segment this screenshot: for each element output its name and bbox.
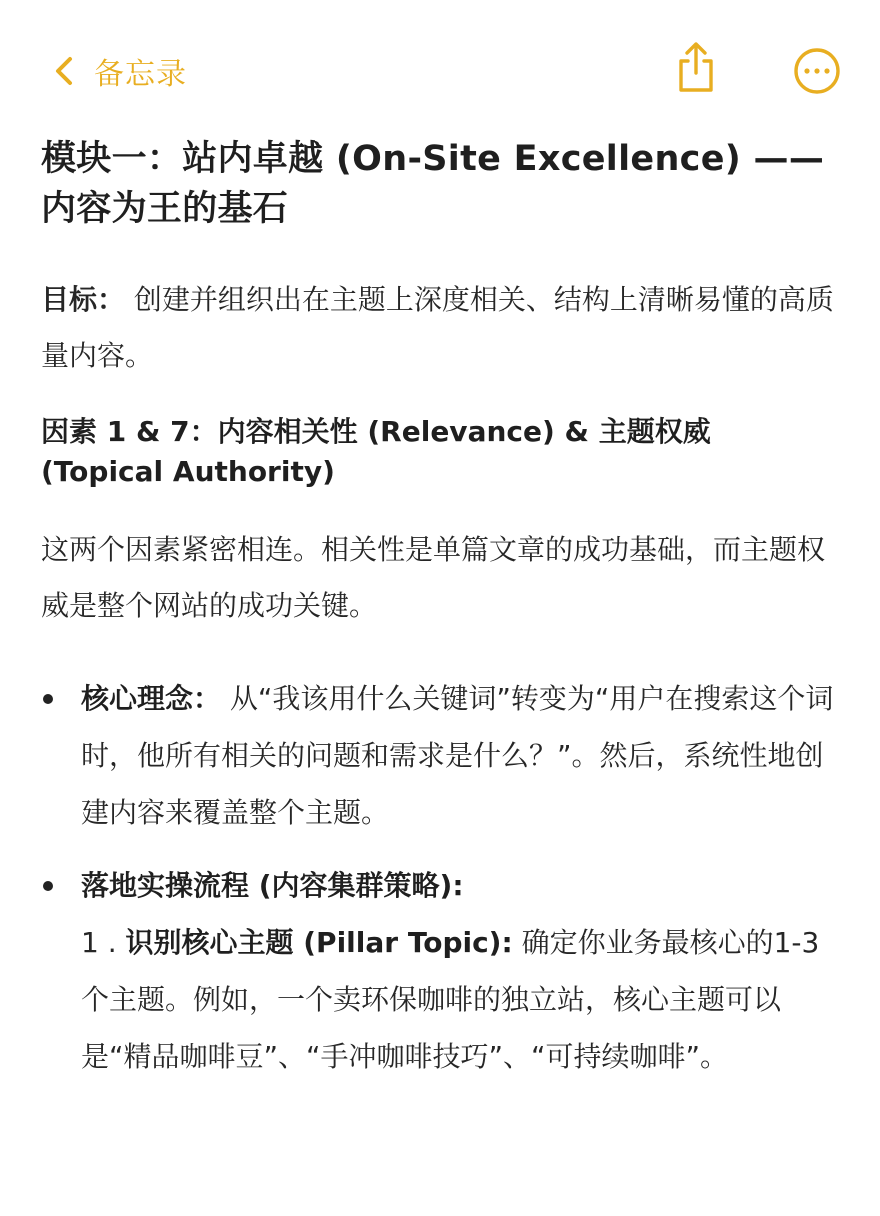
- factor-heading: 因素 1 & 7：内容相关性 (Relevance) & 主题权威 (Topical Authority): [41, 415, 711, 488]
- list-item: [41, 670, 841, 841]
- chevron-left-icon: [48, 51, 84, 91]
- more-icon[interactable]: [792, 46, 842, 96]
- bullet-dot: [43, 694, 53, 704]
- sub-item-text: 确定你业务最核心的1-3个主题。例如，一个卖环保咖啡的独立站，核心主题可以是“精品咖啡豆”、“手冲咖啡技巧”、“可持续咖啡”。: [81, 926, 820, 1073]
- bullet-label: 落地实操流程 (内容集群策略):: [81, 869, 464, 902]
- sub-item-number: 1 .: [81, 926, 126, 959]
- back-button[interactable]: [48, 46, 187, 96]
- back-label: 备忘录: [94, 57, 187, 92]
- list-item: [41, 857, 841, 1085]
- body-paragraph: 这两个因素紧密相连。相关性是单篇文章的成功基础，而主题权威是整个网站的成功关键。: [41, 533, 826, 622]
- bullet-list: [41, 670, 841, 1085]
- bullet-dot: [43, 881, 53, 891]
- note-title: 模块一：站内卓越 (On-Site Excellence) —— 内容为王的基石: [41, 139, 825, 229]
- navigation-bar: [0, 0, 880, 130]
- bullet-text: 从“我该用什么关键词”转变为“用户在搜索这个词时，他所有相关的问题和需求是什么？”。然后，系统性地创建内容来覆盖整个主题。: [81, 682, 834, 829]
- goal-text: 创建并组织出在主题上深度相关、结构上清晰易懂的高质量内容。: [41, 283, 834, 372]
- sub-item-label: 识别核心主题 (Pillar Topic):: [125, 926, 513, 959]
- note-body[interactable]: [41, 134, 841, 1085]
- share-icon[interactable]: [672, 40, 720, 94]
- goal-paragraph: [41, 272, 841, 384]
- goal-label: 目标：: [41, 283, 126, 316]
- bullet-label: 核心理念：: [81, 682, 222, 715]
